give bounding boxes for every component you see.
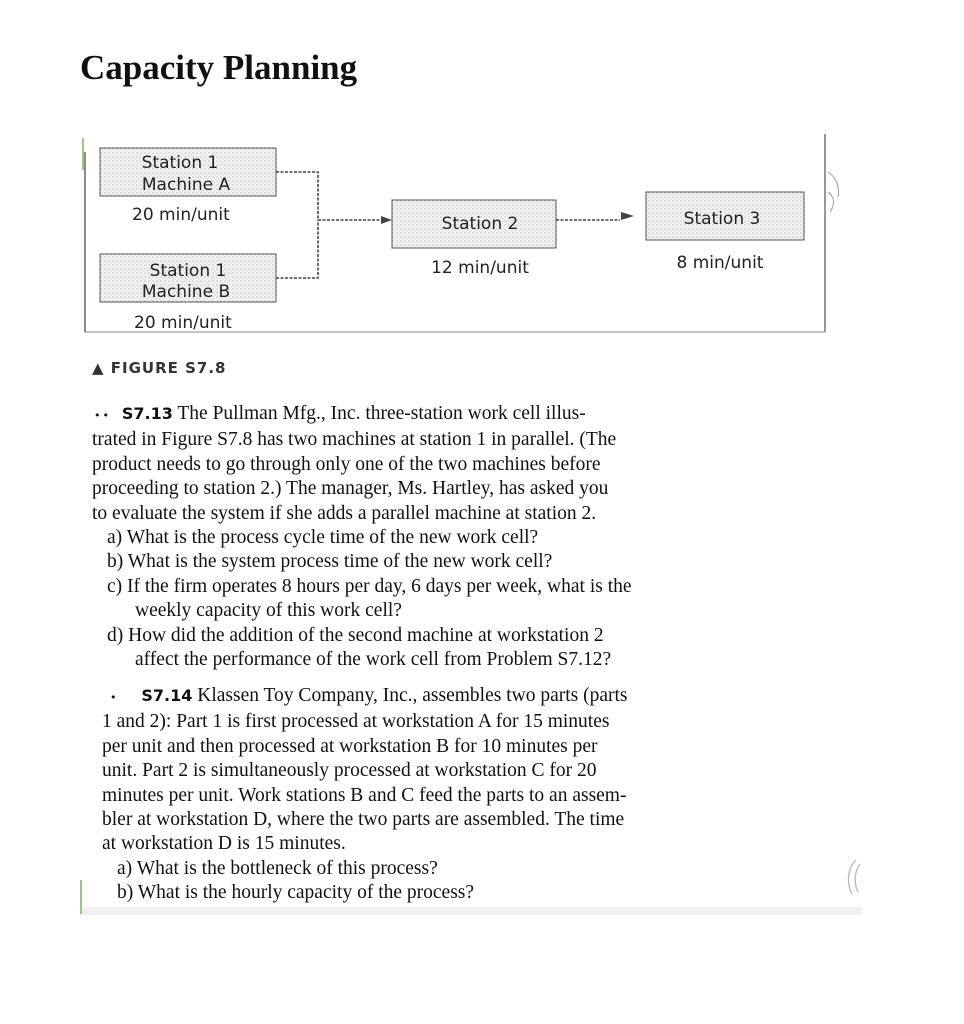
- question-a: a) What is the process cycle time of the new work cell?: [107, 527, 539, 549]
- station1b-rate: 20 min/unit: [134, 313, 232, 333]
- question-d-cont: affect the performance of the work cell from Problem S7.12?: [135, 649, 612, 671]
- scanned-textbook-page: [80, 132, 862, 915]
- problem-line: 1 and 2): Part 1 is first processed at workstation A for 15 minutes: [102, 711, 610, 733]
- station1b-line1: Station 1: [149, 261, 227, 281]
- station2-rate: 12 min/unit: [431, 258, 529, 278]
- problem-line: per unit and then processed at workstation B for 10 minutes per: [102, 735, 598, 757]
- scan-shadow: [80, 907, 862, 915]
- difficulty-marker: •: [110, 691, 119, 704]
- problem-s7-14: [102, 684, 628, 906]
- question-b: b) What is the hourly capacity of the process?: [117, 882, 475, 904]
- question-c: c) If the firm operates 8 hours per day, 6 days per week, what is the: [107, 575, 632, 597]
- arrow-to-station2: [381, 216, 392, 224]
- station3-rate: 8 min/unit: [676, 253, 764, 273]
- margin-mark-bottom: [80, 880, 82, 914]
- problem-number: S7.13: [121, 404, 173, 423]
- problem-line: bler at workstation D, where the two parts are assembled. The time: [102, 809, 625, 831]
- problem-line: minutes per unit. Work stations B and C feed the parts to an assem-: [102, 784, 627, 806]
- station3-label: Station 3: [683, 209, 761, 229]
- problem-number: S7.14: [141, 686, 193, 705]
- difficulty-marker: ••: [94, 409, 111, 422]
- problem-s7-13: [92, 402, 632, 672]
- question-c-cont: weekly capacity of this work cell?: [135, 600, 402, 622]
- problem-line: to evaluate the system if she adds a parallel machine at station 2.: [92, 502, 597, 524]
- station1b-line2: Machine B: [141, 282, 231, 302]
- arrow-to-station3: [621, 212, 634, 220]
- problem-line: product needs to go through only one of the two machines before: [92, 453, 601, 475]
- problem-line: Klassen Toy Company, Inc., assembles two parts (parts: [197, 685, 628, 706]
- work-cell-diagram: [80, 132, 862, 362]
- question-a: a) What is the bottleneck of this process?: [117, 857, 438, 879]
- question-b: b) What is the system process time of the new work cell?: [107, 551, 553, 573]
- problem-line: at workstation D is 15 minutes.: [102, 833, 346, 855]
- question-d: d) How did the addition of the second machine at workstation 2: [107, 624, 604, 646]
- merge-connector: [276, 172, 380, 278]
- figure-caption: ▲ FIGURE S7.8: [92, 359, 227, 377]
- scan-artifact-mark: [828, 172, 839, 212]
- problem-line: trated in Figure S7.8 has two machines at station 1 in parallel. (The: [92, 429, 617, 451]
- problem-line: unit. Part 2 is simultaneously processed at workstation C for 20: [102, 760, 597, 782]
- station1a-line2: Machine A: [141, 175, 231, 195]
- station1a-rate: 20 min/unit: [132, 205, 230, 225]
- problem-line: proceeding to station 2.) The manager, Ms. Hartley, has asked you: [92, 478, 609, 500]
- station2-label: Station 2: [441, 214, 519, 234]
- page-title: Capacity Planning: [80, 48, 358, 87]
- problem-line: The Pullman Mfg., Inc. three-station work cell illus-: [177, 403, 586, 424]
- station1a-line1: Station 1: [141, 153, 219, 173]
- scan-artifact-mark: [849, 860, 860, 894]
